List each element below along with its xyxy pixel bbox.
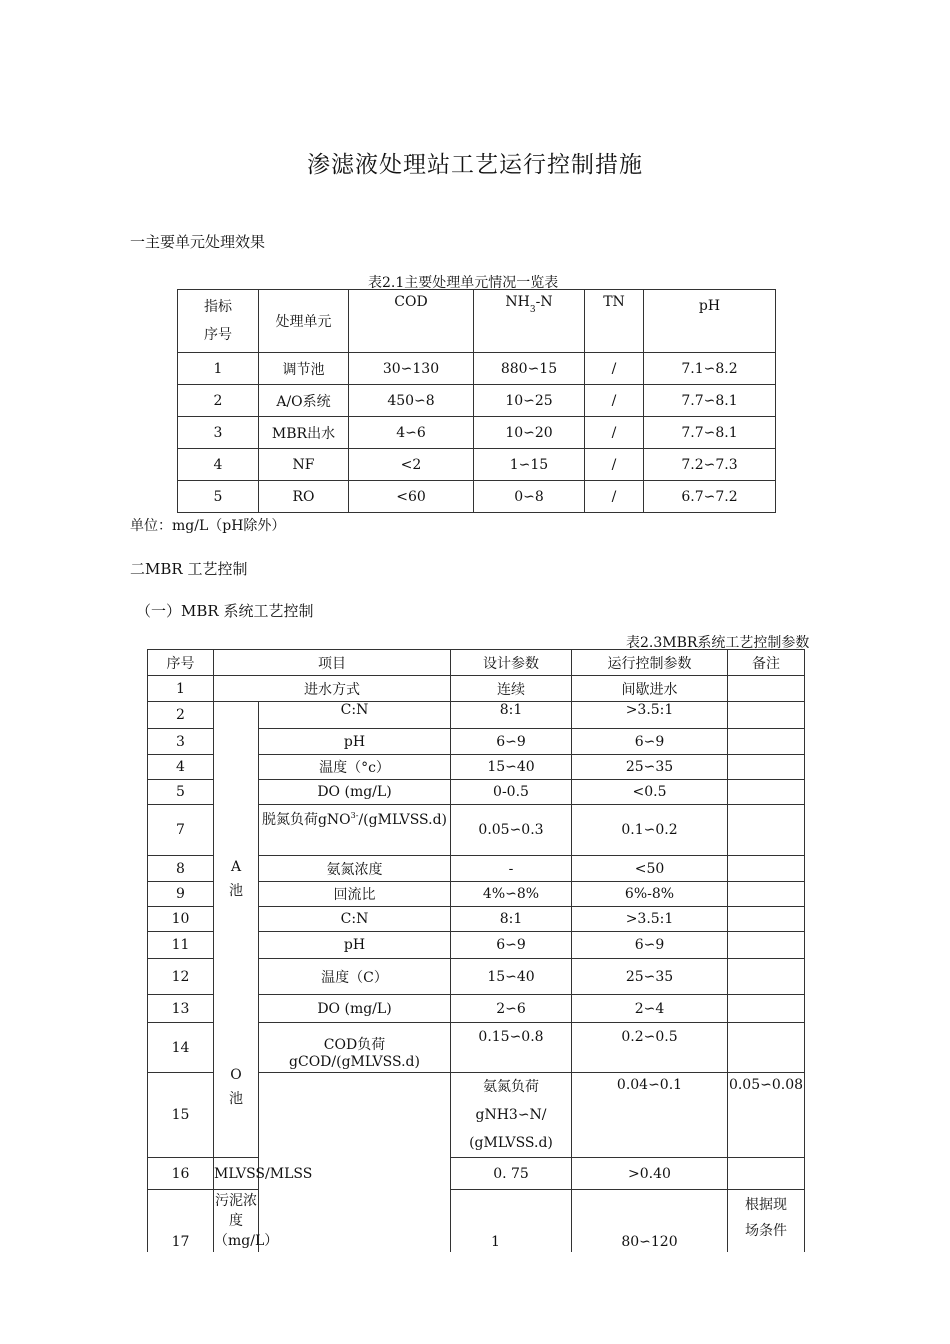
cell-run: 80∽120	[572, 1190, 728, 1253]
header-no: 序号	[148, 650, 214, 676]
header-run: 运行控制参数	[572, 650, 728, 676]
cell-no: 10	[148, 907, 214, 932]
cell-no: 2	[148, 702, 214, 729]
section-heading-2: 二MBR 工艺控制	[130, 560, 248, 578]
cell-item: pH	[259, 729, 451, 755]
table-row	[178, 353, 776, 385]
cell-no: 17	[148, 1190, 214, 1253]
pool-a-label: A 池	[214, 702, 259, 907]
cell-unit: NF	[259, 449, 349, 481]
cell-item: COD负荷gCOD/(gMLVSS.d)	[259, 1023, 451, 1073]
table-row	[178, 449, 776, 481]
header-ph: pH	[644, 290, 776, 353]
cell-item: DO (mg/L)	[259, 780, 451, 805]
table-row	[148, 907, 805, 932]
cell-tn: /	[585, 417, 644, 449]
cell-item: 氨氮负荷gNH3∽N/ (gMLVSS.d)	[451, 1073, 572, 1158]
header-design: 设计参数	[451, 650, 572, 676]
cell-item: C:N	[259, 702, 451, 729]
cell-note	[728, 856, 805, 882]
cell-unit: 调节池	[259, 353, 349, 385]
cell-design: 15∽40	[451, 959, 572, 995]
cell-design: -	[451, 856, 572, 882]
header-item: 项目	[214, 650, 451, 676]
cell-cod: 30∽130	[349, 353, 474, 385]
cell-run: 6∽9	[572, 932, 728, 959]
cell-unit: MBR出水	[259, 417, 349, 449]
cell-run: 0.2∽0.5	[572, 1023, 728, 1073]
table1-caption: 表2.1主要处理单元情况一览表	[368, 275, 559, 291]
cell-tn: /	[585, 385, 644, 417]
cell-run: 0.1∽0.2	[572, 805, 728, 856]
pool-o-blank	[259, 1073, 451, 1253]
cell-cod: 4∽6	[349, 417, 474, 449]
mbr-control-table	[147, 649, 805, 1252]
cell-no: 4	[148, 755, 214, 780]
section-heading-2-1: （一）MBR 系统工艺控制	[136, 602, 314, 620]
cell-no: 1	[148, 676, 214, 702]
cell-nh3n: 10∽25	[474, 385, 585, 417]
cell-ph: 7.7∽8.1	[644, 385, 776, 417]
cell-design: 4%∽8%	[451, 882, 572, 907]
cell-run: 间歇进水	[572, 676, 728, 702]
cell-run: <0.5	[572, 780, 728, 805]
cell-item: MLVSS/MLSS	[214, 1158, 259, 1190]
cell-no: 5	[178, 481, 259, 513]
cell-ph: 7.2∽7.3	[644, 449, 776, 481]
header-cod: COD	[349, 290, 474, 353]
cell-note	[728, 702, 805, 729]
cell-item: C:N	[259, 907, 451, 932]
unit-effect-table	[177, 289, 776, 513]
unit-note: 单位：mg/L（pH除外）	[130, 518, 286, 534]
cell-item: pH	[259, 932, 451, 959]
cell-nh3n: 0∽8	[474, 481, 585, 513]
header-tn: TN	[585, 290, 644, 353]
cell-run: 25∽35	[572, 959, 728, 995]
table-header-row	[178, 290, 776, 353]
cell-nh3n: 10∽20	[474, 417, 585, 449]
cell-no: 7	[148, 805, 214, 856]
table-row	[178, 481, 776, 513]
cell-cod: <60	[349, 481, 474, 513]
cell-note	[728, 1158, 805, 1190]
cell-no: 15	[148, 1073, 214, 1158]
table-row	[148, 702, 805, 729]
cell-run: >0.40	[572, 1158, 728, 1190]
cell-cod: <2	[349, 449, 474, 481]
cell-no: 16	[148, 1158, 214, 1190]
cell-item: 污泥浓度（mg/L）	[214, 1190, 259, 1253]
cell-item: 进水方式	[214, 676, 451, 702]
table-row	[178, 417, 776, 449]
cell-design: 15∽40	[451, 755, 572, 780]
cell-note	[728, 805, 805, 856]
table-row	[148, 676, 805, 702]
cell-design: 0. 75	[451, 1158, 572, 1190]
cell-no: 5	[148, 780, 214, 805]
cell-no: 1	[178, 353, 259, 385]
cell-tn: /	[585, 481, 644, 513]
cell-no: 13	[148, 995, 214, 1023]
header-note: 备注	[728, 650, 805, 676]
cell-tn: /	[585, 353, 644, 385]
cell-no: 8	[148, 856, 214, 882]
cell-note	[728, 729, 805, 755]
cell-item: 温度（°c）	[259, 755, 451, 780]
pool-o-label: O 池	[214, 907, 259, 1158]
cell-design: 8:1	[451, 907, 572, 932]
cell-tn: /	[585, 449, 644, 481]
cell-item: 氨氮浓度	[259, 856, 451, 882]
cell-item: 回流比	[259, 882, 451, 907]
cell-run: 2∽4	[572, 995, 728, 1023]
cell-design: 0.15∽0.8	[451, 1023, 572, 1073]
cell-no: 14	[148, 1023, 214, 1073]
cell-note	[728, 882, 805, 907]
cell-ph: 7.1∽8.2	[644, 353, 776, 385]
cell-run: 0.05∽0.08	[728, 1073, 805, 1158]
cell-design: 6∽9	[451, 729, 572, 755]
cell-note	[728, 755, 805, 780]
cell-cod: 450∽8	[349, 385, 474, 417]
cell-no: 12	[148, 959, 214, 995]
cell-no: 9	[148, 882, 214, 907]
header-unit: 处理单元	[259, 290, 349, 353]
cell-unit: A/O系统	[259, 385, 349, 417]
table2-caption: 表2.3MBR系统工艺控制参数	[626, 635, 810, 651]
header-index: 指标 序号	[178, 290, 259, 353]
table-header-row	[148, 650, 805, 676]
cell-design: 6∽9	[451, 932, 572, 959]
cell-run: 25∽35	[572, 755, 728, 780]
section-heading-1: 一主要单元处理效果	[130, 233, 266, 251]
cell-ph: 6.7∽7.2	[644, 481, 776, 513]
page-title: 渗滤液处理站工艺运行控制措施	[307, 152, 643, 178]
cell-ph: 7.7∽8.1	[644, 417, 776, 449]
cell-run: 6∽9	[572, 729, 728, 755]
cell-run: >3.5:1	[572, 702, 728, 729]
cell-note	[728, 932, 805, 959]
cell-no: 3	[178, 417, 259, 449]
cell-design: 0.04∽0.1	[572, 1073, 728, 1158]
cell-no: 4	[178, 449, 259, 481]
cell-run: <50	[572, 856, 728, 882]
cell-note: 根据现 场条件	[728, 1190, 805, 1253]
header-nh3n: $NH_3-N$	[474, 290, 585, 353]
cell-note	[728, 959, 805, 995]
cell-no: 2	[178, 385, 259, 417]
cell-note	[728, 995, 805, 1023]
cell-item: DO (mg/L)	[259, 995, 451, 1023]
cell-design: 0-0.5	[451, 780, 572, 805]
cell-note	[728, 780, 805, 805]
cell-note	[728, 676, 805, 702]
cell-item: 温度（C）	[259, 959, 451, 995]
cell-run: >3.5:1	[572, 907, 728, 932]
cell-nh3n: 1∽15	[474, 449, 585, 481]
cell-item: 脱氮负荷gNO$^{3-}$/(gMLVSS.d)	[259, 805, 451, 856]
cell-design: 8:1	[451, 702, 572, 729]
table-row	[178, 385, 776, 417]
table-row	[148, 1190, 805, 1253]
cell-unit: RO	[259, 481, 349, 513]
cell-design: 连续	[451, 676, 572, 702]
cell-note	[728, 907, 805, 932]
cell-design: 0.05∽0.3	[451, 805, 572, 856]
table-row	[148, 1158, 805, 1190]
cell-nh3n: 880∽15	[474, 353, 585, 385]
cell-run: 6%-8%	[572, 882, 728, 907]
cell-design: 2∽6	[451, 995, 572, 1023]
cell-no: 11	[148, 932, 214, 959]
cell-design: 1	[451, 1190, 572, 1253]
cell-no: 3	[148, 729, 214, 755]
cell-note	[728, 1023, 805, 1073]
